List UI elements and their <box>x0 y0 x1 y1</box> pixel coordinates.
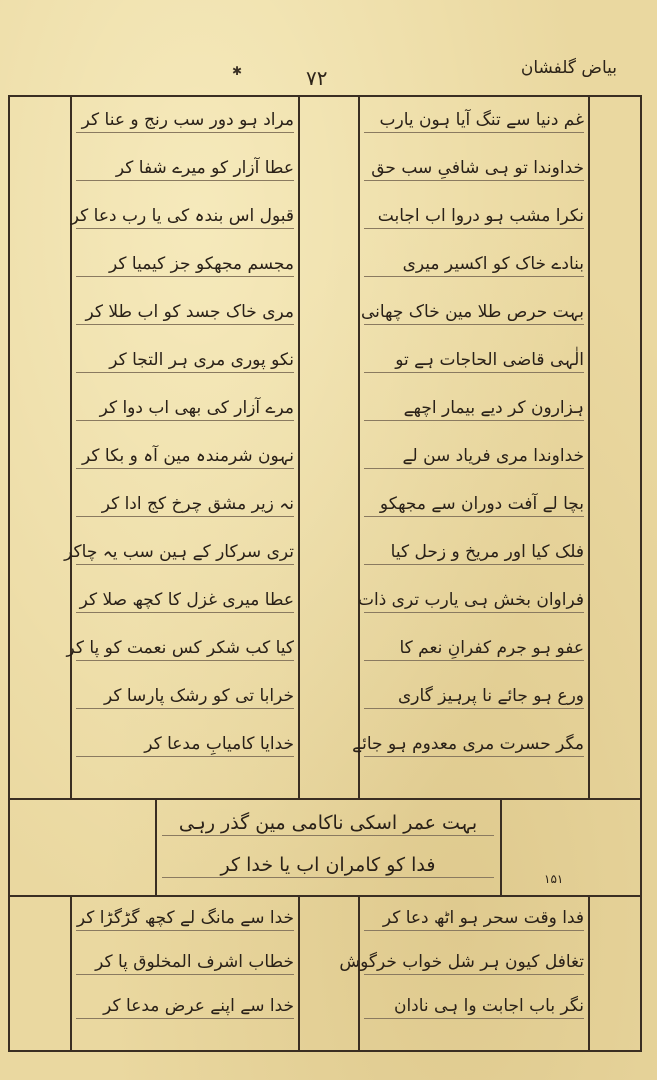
frame-top-rule <box>8 95 642 97</box>
frame-left-rule <box>8 95 10 1052</box>
bottom-left-outer-rule <box>70 895 72 1050</box>
bottom-right-inner-rule <box>358 895 360 1050</box>
frame-right-rule <box>640 95 642 1052</box>
verse-line: تغافل کیون ہر شل خواب خرگوش <box>339 952 584 972</box>
right-column-inner-rule <box>358 97 360 799</box>
verse-line: تری سرکار کے ہین سب یہ چاکر <box>64 542 294 562</box>
verse-line: بہت عمر اسکی ناکامی مین گذر رہی <box>162 813 494 833</box>
verse-line: عطا میری غزل کا کچھ صلا کر <box>76 590 294 610</box>
verse-line: نہون شرمندہ مین آہ و بکا کر <box>76 446 294 466</box>
verse-line: کیا کب شکر کس نعمت کو پا کر <box>66 638 294 658</box>
verse-line: قبول اس بندہ کی یا رب دعا کر <box>70 206 294 226</box>
verse-line: عطا آزار کو میرے شفا کر <box>76 158 294 178</box>
ornament-mark: ✱ <box>232 64 243 78</box>
verse-line: خرابا تی کو رشک پارسا کر <box>76 686 294 706</box>
left-column-outer-rule <box>70 97 72 799</box>
verse-line: الٰہی قاضی الحاجات ہے تو <box>364 350 584 370</box>
verse-line: خدایا کامیابِ مدعا کر <box>76 734 294 754</box>
middle-box-right-rule <box>500 798 502 895</box>
bottom-right-verse-column <box>339 900 584 1045</box>
verse-line: فدا کو کامران اب یا خدا کر <box>162 855 494 875</box>
verse-line: مرے آزار کی بھی اب دوا کر <box>76 398 294 418</box>
bottom-left-inner-rule <box>298 895 300 1050</box>
verse-line: فدا وقت سحر ہو اٹھ دعا کر <box>364 908 584 928</box>
verse-line: بنادے خاک کو اکسیر میری <box>364 254 584 274</box>
bottom-left-verse-column <box>76 900 294 1045</box>
middle-box-top-rule <box>8 798 642 800</box>
verse-line: مری خاک جسد کو اب طلا کر <box>76 302 294 322</box>
verse-line: ہزارون کر دیے بیمار اچھے <box>364 398 584 418</box>
verse-line: عفو ہو جرم کفرانِ نعم کا <box>364 638 584 658</box>
verse-line: فلک کیا اور مریخ و زحل کیا <box>364 542 584 562</box>
middle-couplet <box>162 805 494 891</box>
verse-line: بچا لے آفت دوران سے مجھکو <box>364 494 584 514</box>
verse-line: مجسم مجھکو جز کیمیا کر <box>76 254 294 274</box>
left-column-inner-rule <box>298 97 300 799</box>
section-number: ۱۵۱ <box>544 872 564 886</box>
middle-box-left-rule <box>155 798 157 895</box>
verse-line: مگر حسرت مری معدوم ہو جائے <box>352 734 584 754</box>
verse-line: فراوان بخش ہی یارب تری ذات <box>357 590 584 610</box>
page-number: ۷۲ <box>306 66 328 90</box>
verse-line: خداوندا مری فریاد سن لے <box>364 446 584 466</box>
bottom-right-outer-rule <box>588 895 590 1050</box>
verse-line: ورع ہو جائے نا پرہیز گاری <box>364 686 584 706</box>
verse-line: مراد ہو دور سب رنج و عنا کر <box>76 110 294 130</box>
book-title: بیاض گلفشان <box>520 58 617 78</box>
verse-line: خطاب اشرف المخلوق پا کر <box>76 952 294 972</box>
verse-line: نکو پوری مری ہر التجا کر <box>76 350 294 370</box>
verse-line: غم دنیا سے تنگ آیا ہون یارب <box>364 110 584 130</box>
verse-line: نگر باب اجابت وا ہی نادان <box>364 996 584 1016</box>
top-left-verse-column <box>64 100 294 790</box>
top-right-verse-column <box>352 100 584 790</box>
verse-line: خدا سے مانگ لے کچھ گڑگڑا کر <box>76 908 294 928</box>
verse-line: بہت حرص طلا مین خاک چھانی <box>360 302 584 322</box>
verse-line: خداوندا تو ہی شافیِ سب حق <box>364 158 584 178</box>
middle-box-bottom-rule <box>8 895 642 897</box>
verse-line: نہ زیر مشق چرخ کج ادا کر <box>76 494 294 514</box>
verse-line: نکرا مشب ہو دروا اب اجابت <box>364 206 584 226</box>
frame-bottom-rule <box>8 1050 642 1052</box>
right-column-outer-rule <box>588 97 590 799</box>
verse-line: خدا سے اپنے عرض مدعا کر <box>76 996 294 1016</box>
